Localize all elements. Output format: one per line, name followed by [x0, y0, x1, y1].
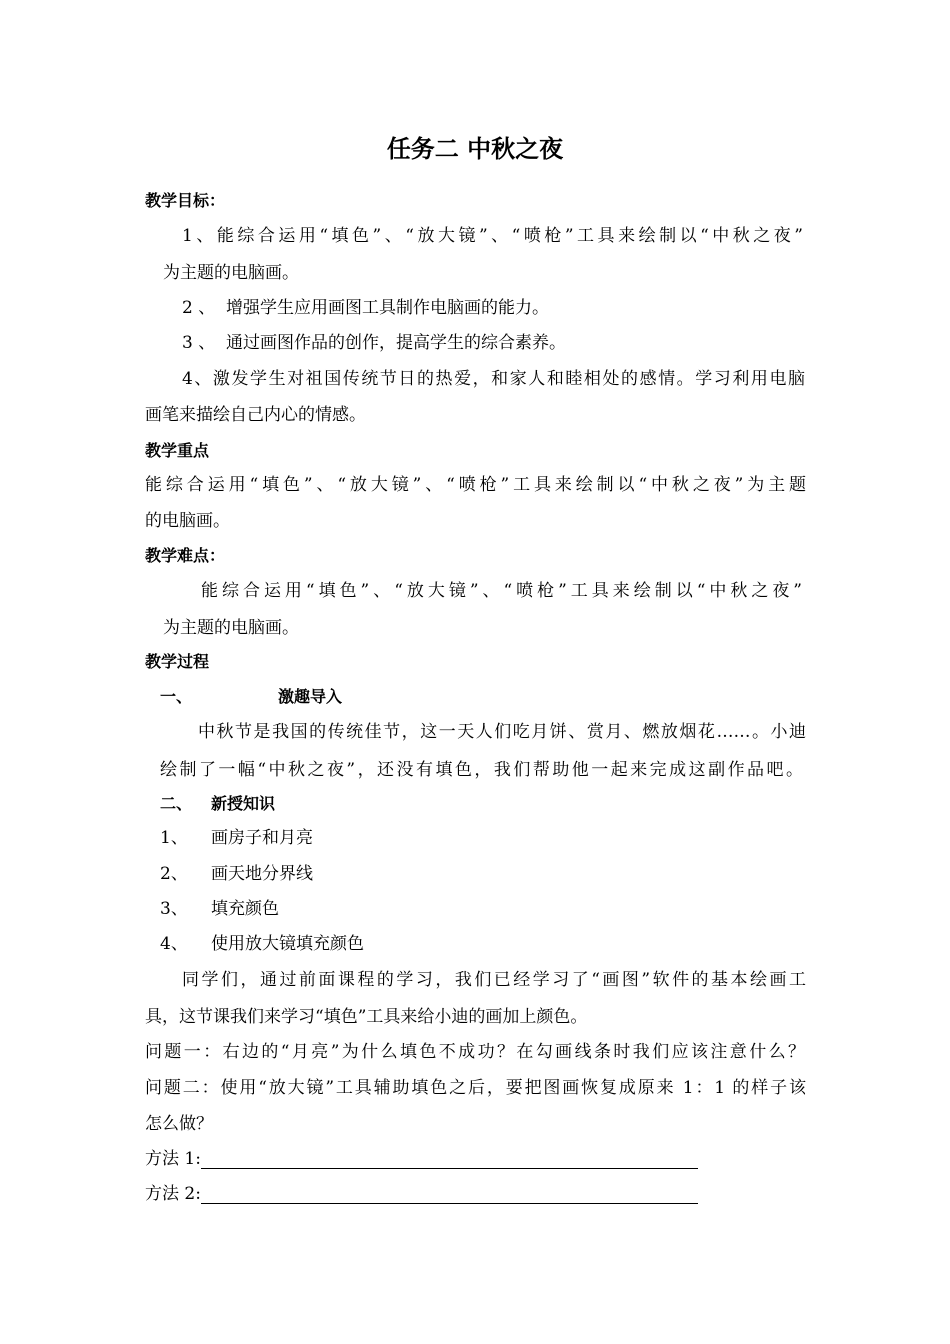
step-4-text: 使用放大镜填充颜色 [211, 934, 364, 954]
page-title: 任务二 中秋之夜 [386, 135, 564, 163]
step-3 [160, 899, 279, 919]
method-2 [145, 1184, 698, 1204]
step-2 [160, 864, 313, 884]
key-point-line2: 的电脑画。 [145, 511, 230, 531]
objective-1-number: 1、 [182, 226, 217, 246]
step-1 [160, 828, 313, 848]
part1-title: 激趣导入 [278, 687, 343, 706]
step-3-text: 填充颜色 [211, 899, 279, 919]
paragraph-line1: 同学们，通过前面课程的学习，我们已经学习了“画图”软件的基本绘画工 [182, 970, 806, 990]
objective-2-text: 增强学生应用画图工具制作电脑画的能力。 [226, 298, 549, 318]
method-1-blank[interactable] [201, 1150, 698, 1169]
question-2-line1: 问题二：使用“放大镜”工具辅助填色之后，要把图画恢复成原来 1：1 的样子该 [145, 1078, 806, 1098]
step-1-number: 1、 [160, 828, 188, 848]
step-4-number: 4、 [160, 934, 188, 954]
part2-header [160, 794, 275, 814]
objectives-heading: 教学目标： [145, 191, 226, 210]
objective-1-text: 能综合运用“填色”、“放大镜”、“喷枪”工具来绘制以“中秋之夜” [216, 226, 803, 246]
objective-4-line2: 画笔来描绘自己内心的情感。 [145, 405, 366, 425]
question-2-line2: 怎么做？ [145, 1114, 213, 1134]
objective-3-number: 3 、 [182, 333, 216, 353]
method-1-label: 方法 1: [145, 1149, 201, 1169]
part1-header [160, 687, 342, 707]
part2-number: 二、 [160, 794, 193, 813]
objective-2-number: 2 、 [182, 298, 216, 318]
objective-4-line1 [182, 369, 805, 389]
step-3-number: 3、 [160, 899, 188, 919]
method-2-label: 方法 2: [145, 1184, 201, 1204]
objective-3-text: 通过画图作品的创作，提高学生的综合素养。 [226, 333, 566, 353]
step-4 [160, 934, 364, 954]
difficulty-line2: 为主题的电脑画。 [163, 618, 299, 638]
part1-number: 一、 [160, 687, 193, 706]
objective-1-line2: 为主题的电脑画。 [163, 263, 299, 283]
method-1 [145, 1149, 698, 1169]
difficulty-heading: 教学难点： [145, 546, 226, 565]
step-2-text: 画天地分界线 [211, 864, 313, 884]
part1-line2: 绘制了一幅“中秋之夜”，还没有填色，我们帮助他一起来完成这副作品吧。 [160, 760, 803, 780]
objective-1-line1 [182, 226, 803, 246]
key-point-heading: 教学重点 [145, 441, 210, 460]
step-1-text: 画房子和月亮 [211, 828, 313, 848]
process-heading: 教学过程 [145, 652, 210, 671]
part2-title: 新授知识 [211, 794, 276, 813]
key-point-line1: 能综合运用“填色”、“放大镜”、“喷枪”工具来绘制以“中秋之夜”为主题 [145, 475, 806, 495]
objective-4-text: 激发学生对祖国传统节日的热爱，和家人和睦相处的感情。学习利用电脑 [212, 369, 805, 389]
paragraph-line2: 具，这节课我们来学习“填色”工具来给小迪的画加上颜色。 [145, 1007, 588, 1027]
objective-4-number: 4、 [182, 369, 213, 389]
method-2-blank[interactable] [201, 1185, 698, 1204]
step-2-number: 2、 [160, 864, 188, 884]
objective-2 [182, 298, 549, 318]
question-1: 问题一：右边的“月亮”为什么填色不成功？在勾画线条时我们应该注意什么？ [145, 1042, 805, 1062]
objective-3 [182, 333, 566, 353]
part1-line1: 中秋节是我国的传统佳节，这一天人们吃月饼、赏月、燃放烟花……。小迪 [198, 722, 806, 742]
difficulty-line1: 能综合运用“填色”、“放大镜”、“喷枪”工具来绘制以“中秋之夜” [201, 581, 802, 601]
